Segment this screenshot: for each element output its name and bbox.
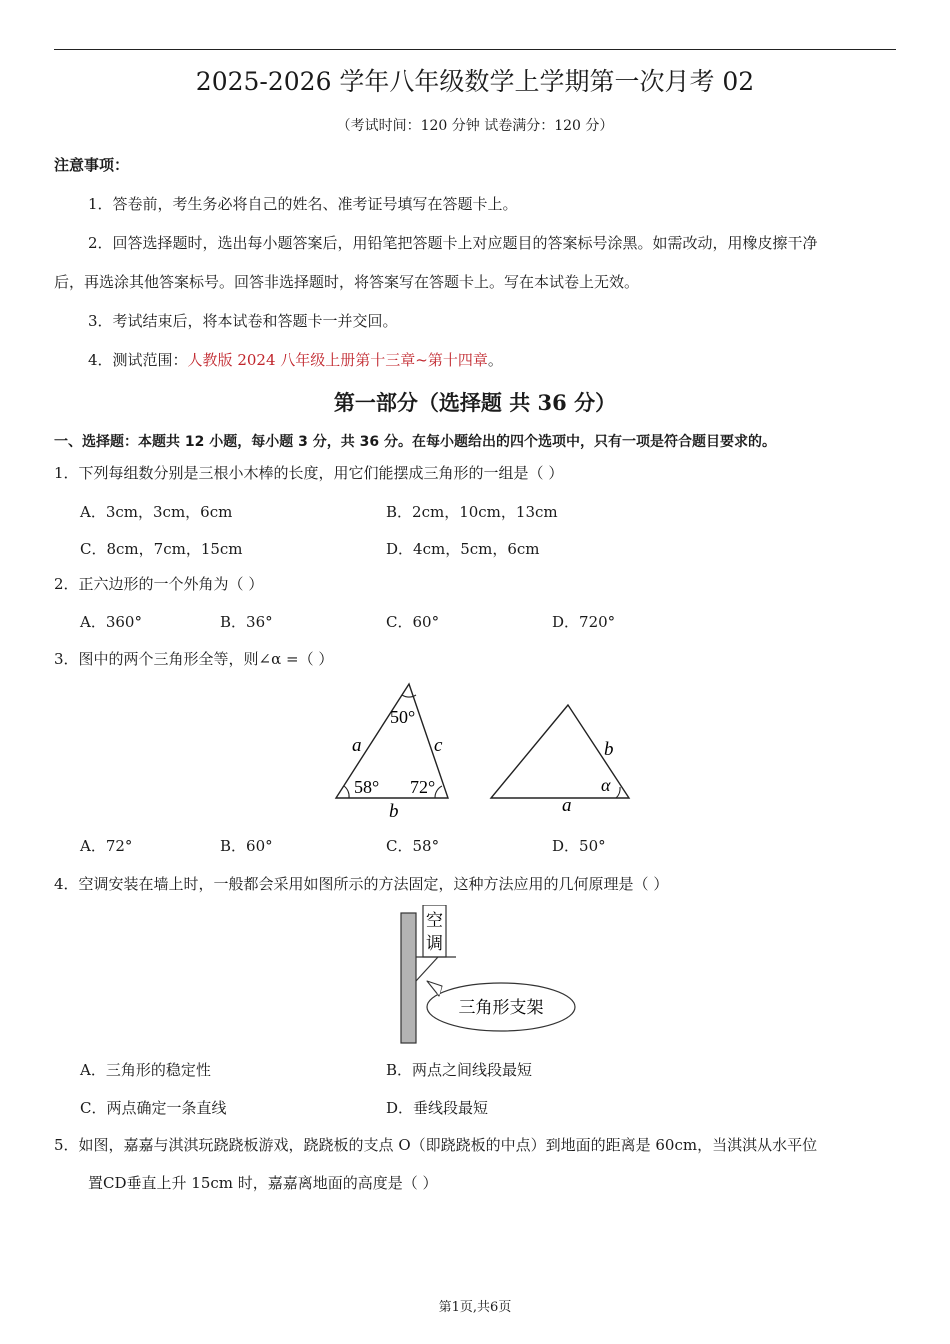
callout-text: 三角形支架 (458, 998, 544, 1017)
wall (401, 913, 416, 1043)
q3-option-d: D．50° (552, 837, 606, 855)
left-side-c: c (434, 735, 443, 756)
page-footer: 第1页,共6页 (438, 1300, 512, 1315)
left-top-angle-arc (402, 695, 416, 697)
q1-option-b: B．2cm，10cm，13cm (386, 503, 558, 521)
congruent-triangles-figure (320, 675, 650, 825)
notice-item-4 (88, 349, 503, 370)
header-rule (54, 49, 896, 50)
question-3-stem: 3．图中的两个三角形全等，则∠α =（ ） (54, 650, 334, 668)
angle-label-72: 72° (410, 777, 436, 797)
question-5-stem-line1: 5．如图，嘉嘉与淇淇玩跷跷板游戏，跷跷板的支点 O（即跷跷板的中点）到地面的距离是 60cm，当淇淇从水平位 (54, 1136, 818, 1154)
left-bottom-left-arc (344, 786, 349, 798)
q1-option-c: C．8cm，7cm，15cm (80, 540, 243, 558)
scope-label: 4．测试范围： (88, 351, 188, 369)
page-title: 2025-2026 学年八年级数学上学期第一次月考 02 (195, 67, 755, 96)
notice-item-3: 3．考试结束后，将本试卷和答题卡一并交回。 (88, 312, 398, 330)
right-side-a: a (562, 795, 572, 816)
question-2-stem: 2．正六边形的一个外角为（ ） (54, 575, 264, 593)
q4-option-b: B．两点之间线段最短 (386, 1061, 533, 1079)
angle-label-58: 58° (354, 777, 380, 797)
q3-option-c: C．58° (386, 837, 440, 855)
q4-option-c: C．两点确定一条直线 (80, 1099, 227, 1117)
question-1-stem: 1．下列每组数分别是三根小木棒的长度，用它们能摆成三角形的一组是（ ） (54, 464, 564, 482)
right-alpha-arc (616, 787, 620, 798)
q4-option-d: D．垂线段最短 (386, 1099, 489, 1117)
exam-info: （考试时间：120 分钟 试卷满分：120 分） (336, 118, 614, 134)
unit-char-1: 空 (426, 911, 443, 930)
right-side-b: b (604, 739, 614, 760)
bracket-diagonal (416, 957, 438, 981)
q3-option-b: B．60° (220, 837, 273, 855)
unit-char-2: 调 (426, 934, 443, 953)
question-4-stem: 4．空调安装在墙上时，一般都会采用如图所示的方法固定，这种方法应用的几何原理是（ ） (54, 875, 669, 893)
section-instruction: 一、选择题：本题共 12 小题，每小题 3 分，共 36 分。在每小题给出的四个选项中，只有一项是符合题目要求的。 (54, 434, 776, 450)
q1-option-a: A．3cm，3cm，6cm (80, 503, 233, 521)
scope-value: 人教版 2024 八年级上册第十三章~第十四章 (187, 351, 488, 369)
notice-item-2-cont: 后，再选涂其他答案标号。回答非选择题时，将答案写在答题卡上。写在本试卷上无效。 (54, 273, 640, 291)
left-side-a: a (352, 735, 362, 756)
section-title: 第一部分（选择题 共 36 分） (333, 390, 617, 415)
notice-heading: 注意事项： (54, 156, 130, 174)
q3-option-a: A．72° (80, 837, 133, 855)
q2-option-a: A．360° (80, 613, 142, 631)
right-angle-alpha: α (601, 775, 611, 795)
q2-option-c: C．60° (386, 613, 440, 631)
angle-label-50: 50° (390, 707, 416, 727)
q4-option-a: A．三角形的稳定性 (80, 1061, 211, 1079)
left-bottom-right-arc (435, 786, 442, 798)
notice-item-1: 1．答卷前，考生务必将自己的姓名、准考证号填写在答题卡上。 (88, 195, 518, 213)
q2-option-b: B．36° (220, 613, 273, 631)
left-side-b: b (389, 801, 399, 822)
question-5-stem-line2: 置CD垂直上升 15cm 时，嘉嘉离地面的高度是（ ） (88, 1174, 438, 1192)
scope-suffix: 。 (487, 351, 503, 369)
q1-option-d: D．4cm，5cm，6cm (386, 540, 540, 558)
air-conditioner-figure (390, 905, 590, 1050)
q2-option-d: D．720° (552, 613, 616, 631)
notice-item-2: 2．回答选择题时，选出每小题答案后，用铅笔把答题卡上对应题目的答案标号涂黑。如需改动，用橡皮擦干净 (88, 234, 818, 252)
